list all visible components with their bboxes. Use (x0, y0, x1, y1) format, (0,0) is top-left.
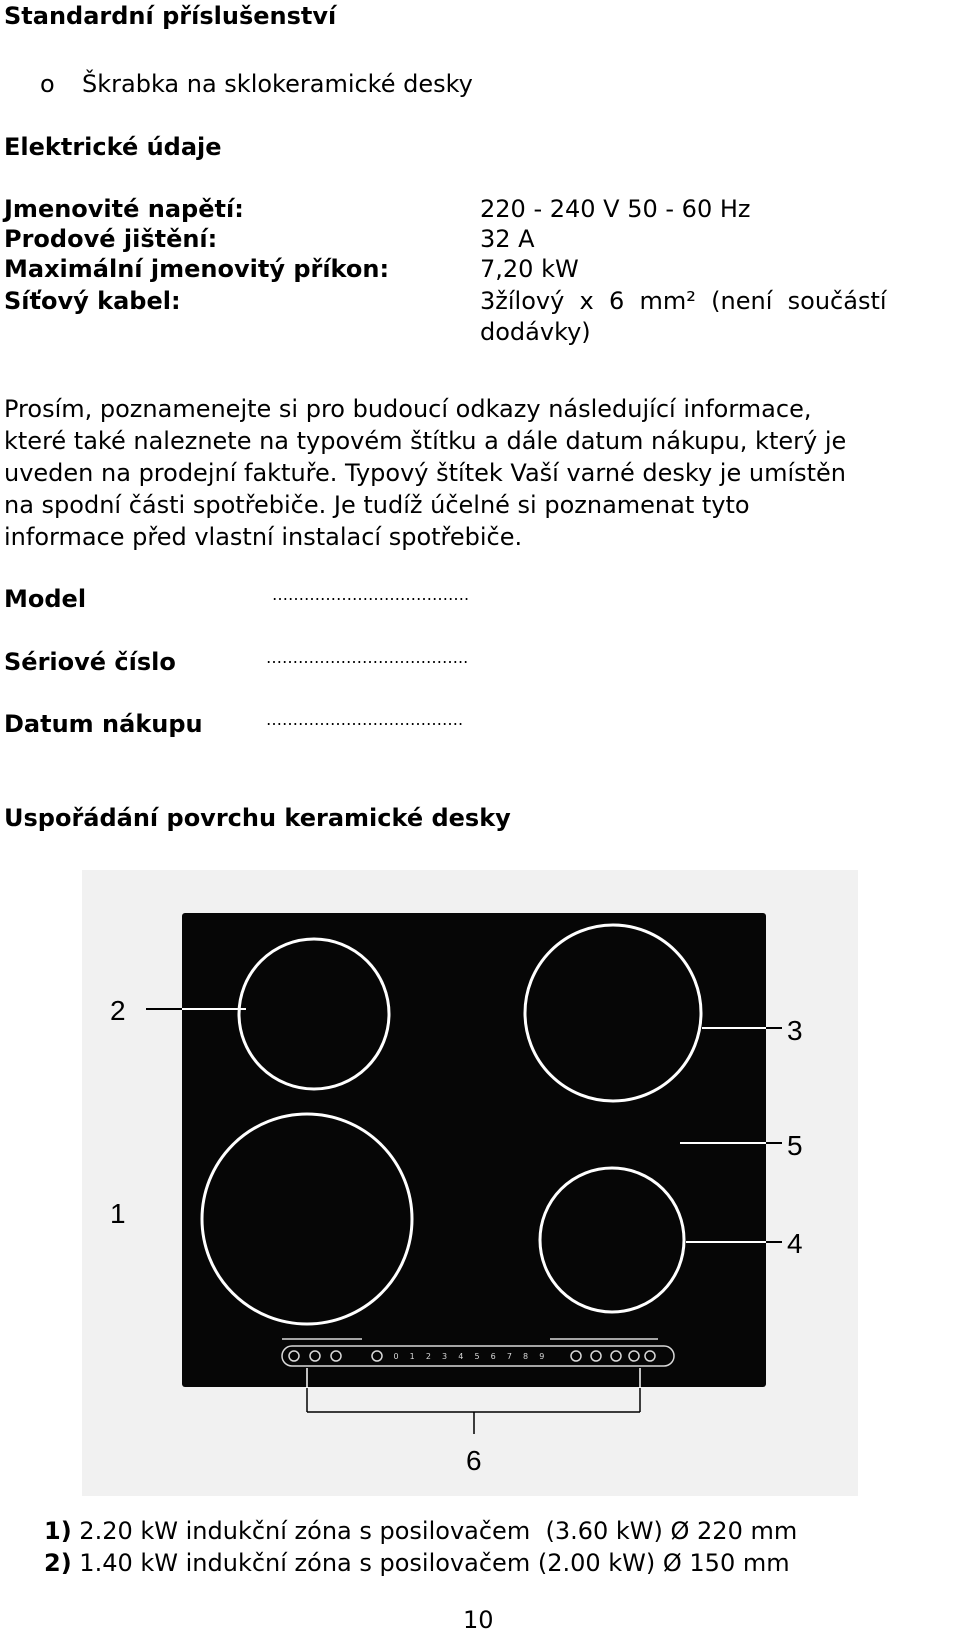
field-blank-serial: ……………………………….. (266, 648, 469, 667)
heading-accessories: Standardní příslušenství (4, 2, 337, 30)
heading-layout: Uspořádání povrchu keramické desky (4, 804, 511, 832)
control-level-digit: 1 (409, 1352, 415, 1361)
paragraph-line: které také naleznete na typovém štítku a dále datum nákupu, který je (4, 427, 847, 455)
legend-number: 2) (44, 1549, 72, 1577)
control-level-digit: 5 (474, 1352, 480, 1361)
callout-6: 6 (466, 1445, 482, 1476)
legend-item-1 (44, 1517, 797, 1545)
spec-value-fuse: 32 A (480, 225, 535, 253)
callout-4: 4 (787, 1228, 803, 1259)
spec-value-voltage: 220 - 240 V 50 - 60 Hz (480, 195, 751, 223)
control-level-digit: 0 (393, 1352, 399, 1361)
callout-5: 5 (787, 1130, 803, 1161)
list-item-accessory: Škrabka na sklokeramické desky (82, 70, 473, 98)
control-level-digit: 3 (442, 1352, 448, 1361)
spec-label-power: Maximální jmenovitý příkon: (4, 255, 390, 283)
field-label-serial: Sériové číslo (4, 648, 176, 676)
paragraph-line: Prosím, poznamenejte si pro budoucí odkazy následující informace, (4, 395, 812, 423)
list-item-bullet: o (40, 70, 55, 98)
legend-item-2 (44, 1549, 790, 1577)
paragraph-line: uveden na prodejní faktuře. Typový štítek Vaší varné desky je umístěn (4, 459, 847, 487)
control-level-digit: 8 (523, 1352, 529, 1361)
callout-1: 1 (110, 1198, 126, 1229)
spec-value-power: 7,20 kW (480, 255, 579, 283)
hob-diagram (82, 870, 858, 1496)
paragraph-line: informace před vlastní instalací spotřebiče. (4, 523, 523, 551)
field-label-model: Model (4, 585, 87, 613)
paragraph-line: na spodní části spotřebiče. Je tudíž účelné si poznamenat tyto (4, 491, 750, 519)
control-level-digit: 9 (539, 1352, 545, 1361)
spec-label-cable: Síťový kabel: (4, 287, 181, 315)
spec-value-cable: 3žílový x 6 mm² (není součástí (480, 287, 887, 315)
field-blank-model: ………………………………. (272, 585, 470, 604)
callout-3: 3 (787, 1015, 803, 1046)
callout-2: 2 (110, 995, 126, 1026)
legend-text: 2.20 kW indukční zóna s posilovačem (3.60 kW) Ø 220 mm (71, 1517, 798, 1545)
control-level-digit: 4 (458, 1352, 464, 1361)
control-level-digit: 6 (490, 1352, 496, 1361)
control-level-digit: 2 (425, 1352, 431, 1361)
field-blank-purchase-date: ………………………………. (266, 710, 464, 729)
legend-text: 1.40 kW indukční zóna s posilovačem (2.00 kW) Ø 150 mm (71, 1549, 790, 1577)
field-label-purchase-date: Datum nákupu (4, 710, 203, 738)
spec-value-cable-cont: dodávky) (480, 318, 591, 346)
info-paragraph (4, 393, 944, 553)
legend-number: 1) (44, 1517, 72, 1545)
control-level-digit: 7 (506, 1352, 512, 1361)
heading-electrical: Elektrické údaje (4, 133, 222, 161)
spec-label-fuse: Prodové jištění: (4, 225, 218, 253)
page-number: 10 (463, 1606, 494, 1634)
spec-label-voltage: Jmenovité napětí: (4, 195, 244, 223)
